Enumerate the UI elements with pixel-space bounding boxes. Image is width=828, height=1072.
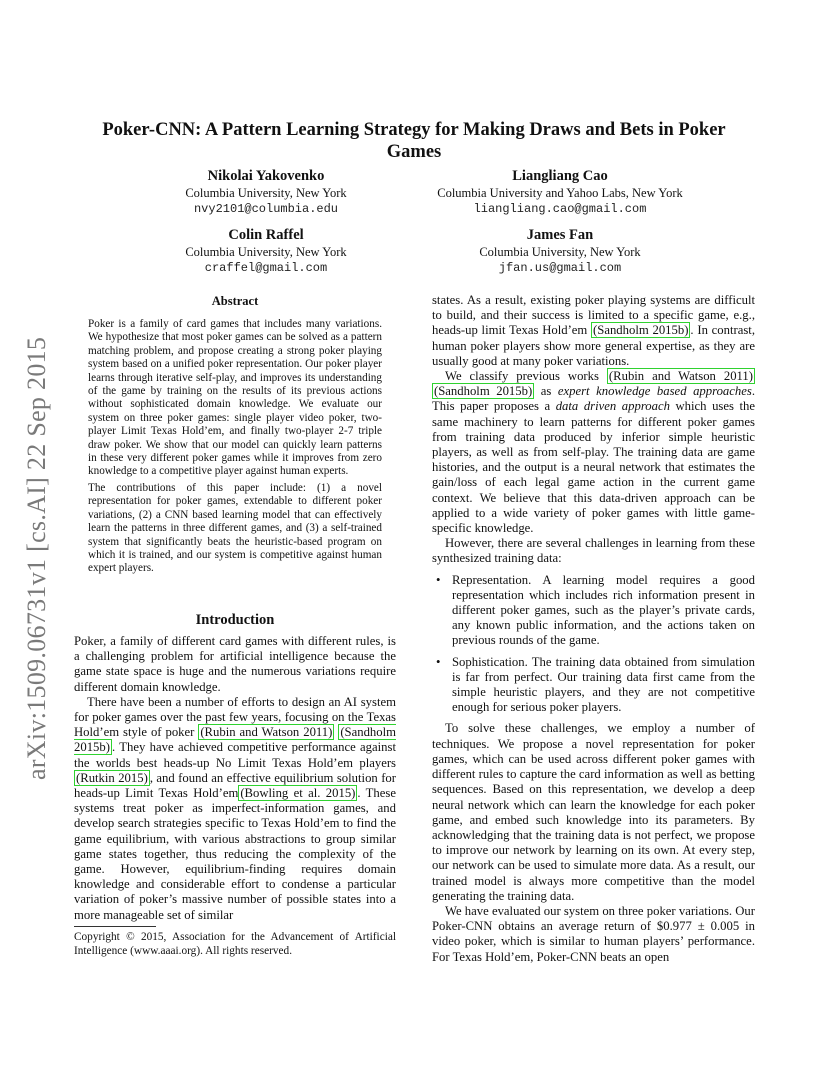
text-span: , and found an effective equilibrium solution for heads-up Limit Texas Hold’em	[74, 770, 396, 801]
list-item-text: Representation. A learning model requires a good representation which includes rich information present in different poker games, such as the player’s private cards, any known public information, and the actions taken on previous rounds of the game.	[452, 572, 755, 648]
text-span: as	[534, 384, 558, 399]
emphasis-text: data driven approach	[555, 399, 670, 414]
text-span: in video poker, which is similar to human players’ performance. For Texas Hold’em, Poker-CNN beats an open	[432, 919, 755, 964]
author-email[interactable]: liangliang.cao@gmail.com	[473, 202, 647, 216]
return-value: $0.977 ± 0.005	[656, 919, 740, 934]
author-email[interactable]: jfan.us@gmail.com	[498, 261, 622, 275]
author-block-4	[404, 227, 716, 276]
emphasis-text: expert knowledge based approaches	[557, 384, 752, 399]
author-affiliation: Columbia University, New York	[185, 186, 347, 200]
footnote-rule	[74, 926, 156, 927]
text-span: . They have achieved competitive performance against the worlds best heads-up No Limit Texas Hold’em players	[74, 740, 396, 770]
citation-link[interactable]: (Rubin and Watson 2011)	[608, 369, 753, 384]
text-span: We classify previous works	[445, 369, 607, 384]
author-block-1	[110, 168, 422, 217]
body-paragraph	[432, 904, 755, 965]
author-email[interactable]: craffel@gmail.com	[204, 261, 328, 275]
citation-link[interactable]: (Rubin and Watson 2011)	[200, 725, 333, 740]
arxiv-stamp	[22, 300, 62, 780]
left-column	[74, 634, 396, 923]
text-span: states. As a result, existing poker playing systems are difficult to build, and their success is limited to a specific game, e.g., heads-up limit Texas Hold’em	[432, 293, 755, 338]
abstract-paragraph: The contributions of this paper include: (1) a novel representation for poker games, extendable to different poker variations, (2) a CNN based learning model that can effectively learn the patterns in three different games, and (3) a self-trained system that significantly beats the heuristic-based program on which it is trained, and our system is competitive against human expert players.	[88, 481, 382, 575]
paper-title: Poker-CNN: A Pattern Learning Strategy for Making Draws and Bets in Poker Games	[102, 120, 726, 162]
author-name: Colin Raffel	[228, 227, 304, 243]
abstract-body	[88, 318, 382, 579]
list-item-text: Sophistication. The training data obtained from simulation is far from perfect. Our training data first came from the simple heuristic players, and they are not competitive enough for serious poker players.	[452, 654, 755, 715]
author-block-3	[110, 227, 422, 276]
right-column	[432, 293, 755, 965]
intro-paragraph	[74, 695, 396, 923]
copyright-notice: Copyright © 2015, Association for the Advancement of Artificial Intelligence (www.aaai.org). All rights reserved.	[74, 931, 396, 957]
list-item	[432, 655, 755, 716]
list-item	[432, 573, 755, 649]
text-span: . This paper proposes a	[432, 384, 755, 414]
section-heading-introduction: Introduction	[195, 612, 275, 628]
author-block-2	[404, 168, 716, 217]
text-span: . In contrast, human poker players show more general expertise, as they are usually good at many poker variations.	[432, 323, 755, 368]
citation-link[interactable]: (Rutkin 2015)	[76, 770, 148, 785]
arxiv-id: arXiv:1509.06731v1 [cs.AI] 22 Sep 2015	[22, 336, 51, 780]
body-paragraph	[432, 293, 755, 369]
bullet-icon: •	[436, 572, 441, 587]
citation-link[interactable]: (Sandholm 2015b)	[434, 384, 533, 399]
intro-paragraph: Poker, a family of different card games with different rules, is a challenging problem for artificial intelligence because the game state space is huge and the numerous variations require different domain knowledge.	[74, 634, 396, 694]
text-span: There have been a number of efforts to design an AI system for poker games over the past few years, focusing on the Texas Hold’em style of poker	[74, 694, 396, 740]
text-span: which uses the same machinery to learn patterns for different poker games from training data produced by inferior simple heuristic players, as well as from self-play. The training data are game histories, and the output is a neural network that estimates the gain/loss of each legal game action in the current game context. We believe that this data-driven approach can be applied to a wide variety of poker games with little game-specific knowledge.	[432, 399, 755, 536]
abstract-paragraph: Poker is a family of card games that includes many variations. We hypothesize that most poker games can be solved as a pattern matching problem, and propose creating a strong poker playing system based on a unified poker representation. Our poker player learns through iterative self-play, and improves its understanding of the game by training on the results of its previous actions without sophisticated domain knowledge. We evaluate our system on three poker games: single player video poker, two-player Limit Texas Hold’em, and finally two-player 2-7 triple draw poker. We show that our model can quickly learn patterns in these very different poker games while it improves from zero knowledge to a competitive player against human experts.	[88, 318, 382, 478]
text-span: . These systems treat poker as imperfect-information games, and develop search strategies specific to Texas Hold’em to find the game equilibrium, with various abstractions to group similar game states together, thus reducing the complexity of the game. However, equilibrium-finding requires domain knowledge and considerable effort to condense a particular variation of poker’s massive number of possible states into a more manageable set of similar	[74, 786, 396, 922]
bullet-icon: •	[436, 654, 441, 669]
challenge-list	[432, 573, 755, 716]
author-affiliation: Columbia University and Yahoo Labs, New York	[437, 186, 683, 200]
author-name: Liangliang Cao	[512, 168, 608, 184]
author-name: James Fan	[526, 227, 594, 243]
citation-link[interactable]: (Sandholm 2015b)	[593, 323, 689, 338]
abstract-heading: Abstract	[211, 294, 259, 308]
body-paragraph: To solve these challenges, we employ a number of techniques. We propose a novel representation for poker games, which can be used across different poker games with different rules to capture the card information as well as betting sequences. Based on this representation, we develop a deep neural network which can learn the knowledge for each poker game, and embed such knowledge into its parameters. By acknowledging that the training data is not perfect, we propose to improve our network by learning on its own. At every step, our network can be used to simulate more data. As a result, our trained model is always more competitive than the model generating the training data.	[432, 721, 755, 903]
author-affiliation: Columbia University, New York	[479, 245, 641, 259]
text-span: We have evaluated our system on three poker variations. Our Poker-CNN obtains an average return of	[432, 903, 755, 934]
citation-link[interactable]: (Bowling et al. 2015)	[240, 786, 356, 801]
body-paragraph: However, there are several challenges in learning from these synthesized training data:	[432, 536, 755, 566]
citation-link[interactable]: (Sandholm 2015b)	[74, 725, 396, 755]
author-name: Nikolai Yakovenko	[207, 168, 325, 184]
author-email[interactable]: nvy2101@columbia.edu	[193, 202, 339, 216]
body-paragraph	[432, 369, 755, 536]
author-affiliation: Columbia University, New York	[185, 245, 347, 259]
